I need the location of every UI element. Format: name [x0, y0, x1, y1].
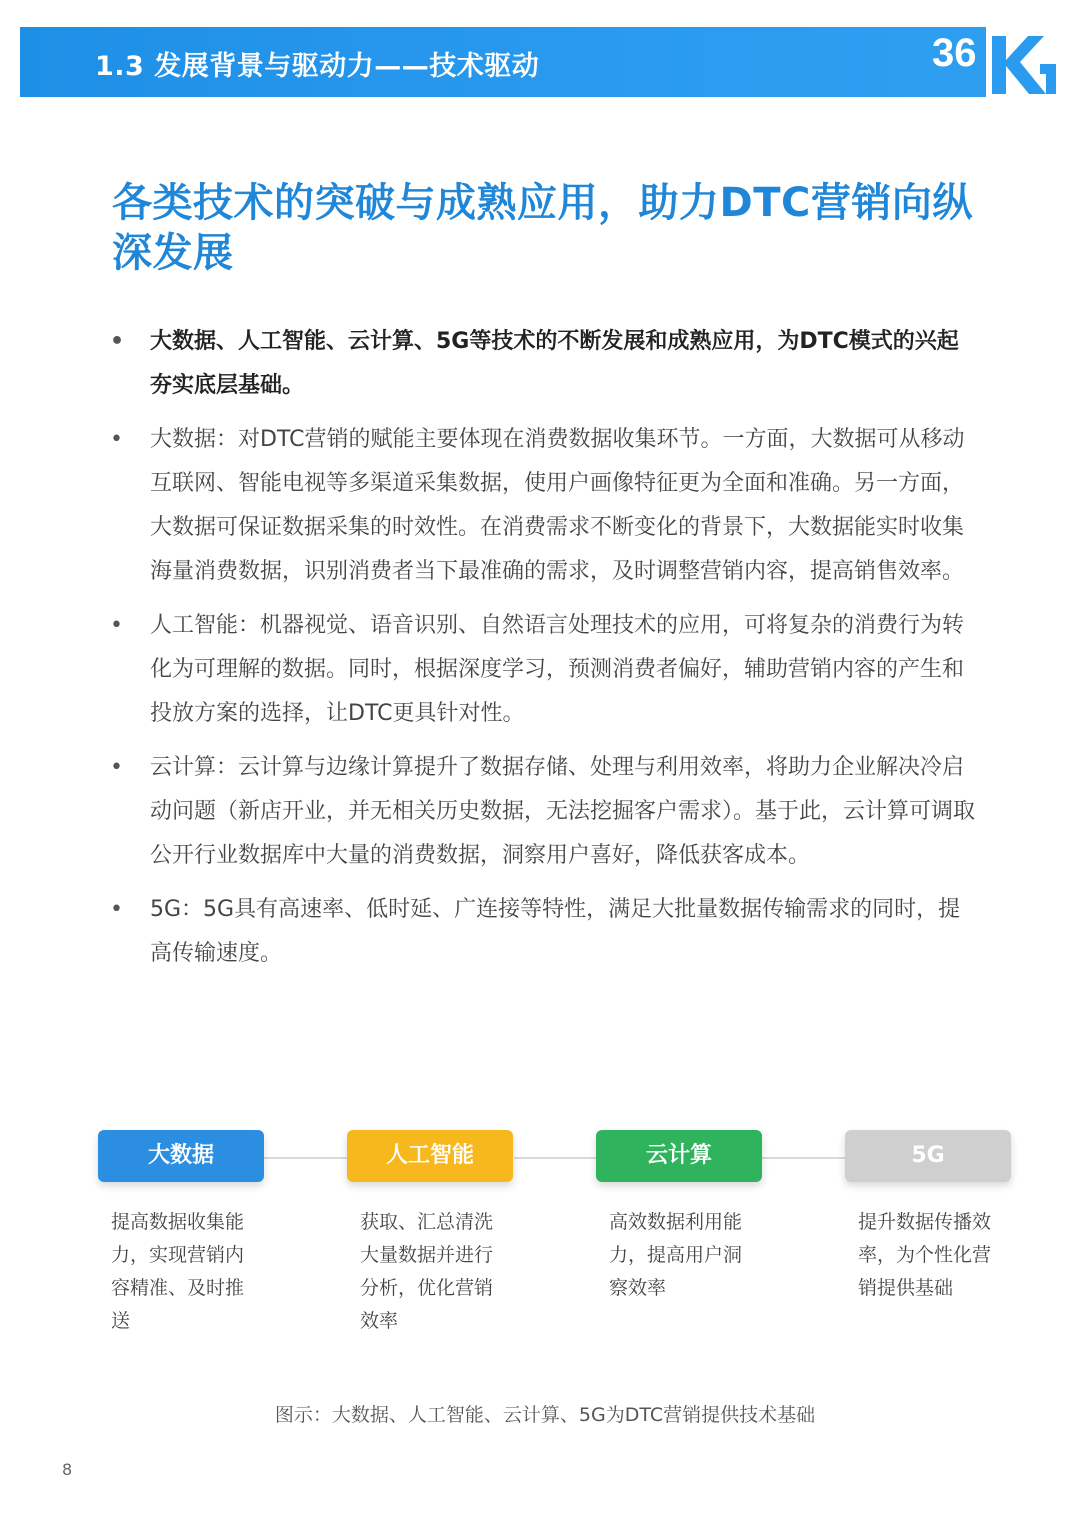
bullet-dot: •: [110, 329, 125, 354]
figure-caption: 图示：大数据、人工智能、云计算、5G为DTC营销提供技术基础: [274, 1404, 816, 1426]
tech-pill-ai: 人工智能: [347, 1130, 513, 1182]
tech-pill-5g: 5G: [845, 1130, 1011, 1182]
tech-pill-cloud: 云计算: [596, 1130, 762, 1182]
tech-pill-big-data: 大数据: [98, 1130, 264, 1182]
bullet-dot: •: [110, 755, 123, 780]
bullet-list: [110, 320, 980, 986]
tech-desc-big-data: 提高数据收集能力，实现营销内容精准、及时推送: [111, 1211, 245, 1332]
tech-desc-cloud: 高效数据利用能力，提高用户洞察效率: [609, 1211, 743, 1299]
bullet-dot: •: [110, 613, 123, 638]
bullet-text: 大数据：对DTC营销的赋能主要体现在消费数据收集环节。一方面，大数据可从移动互联网、智能电视等多渠道采集数据，使用户画像特征更为全面和准确。另一方面，大数据可保证数据采集的时效性。在消费需求不断变化的背景下，大数据能实时收集海量消费数据，识别消费者当下最准确的需求，及时调整营销内容，提高销售效率。: [150, 427, 965, 584]
svg-text:36: 36: [932, 31, 977, 75]
page-number: 8: [62, 1460, 73, 1479]
bullet-text: 5G：5G具有高速率、低时延、广连接等特性，满足大批量数据传输需求的同时，提高传输速度。: [150, 897, 961, 966]
connector-line: [762, 1157, 846, 1159]
36kr-logo: [930, 22, 1060, 98]
bullet-intro: [110, 320, 980, 408]
bullet-cloud: [110, 746, 980, 878]
bullet-5g: [110, 888, 980, 976]
main-title: 各类技术的突破与成熟应用，助力DTC营销向纵深发展: [112, 180, 973, 276]
bullet-text: 人工智能：机器视觉、语音识别、自然语言处理技术的应用，可将复杂的消费行为转化为可理解的数据。同时，根据深度学习，预测消费者偏好，辅助营销内容的产生和投放方案的选择，让DTC更具针对性。: [150, 613, 965, 726]
bullet-text: 大数据、人工智能、云计算、5G等技术的不断发展和成熟应用，为DTC模式的兴起夯实底层基础。: [150, 329, 959, 398]
tech-desc-5g: 提升数据传播效率，为个性化营销提供基础: [858, 1211, 992, 1299]
bullet-text: 云计算：云计算与边缘计算提升了数据存储、处理与利用效率，将助力企业解决冷启动问题（新店开业，并无相关历史数据，无法挖掘客户需求）。基于此，云计算可调取公开行业数据库中大量的消费数据，洞察用户喜好，降低获客成本。: [150, 755, 976, 868]
bullet-ai: [110, 604, 980, 736]
bullet-dot: •: [110, 897, 123, 922]
technology-flow: [98, 1130, 1012, 1186]
bullet-dot: •: [110, 427, 123, 452]
section-title: 1.3 发展背景与驱动力——技术驱动: [95, 51, 540, 82]
connector-line: [514, 1157, 598, 1159]
bullet-big-data: [110, 418, 980, 594]
tech-desc-ai: 获取、汇总清洗大量数据并进行分析，优化营销效率: [360, 1211, 494, 1332]
connector-line: [264, 1157, 348, 1159]
